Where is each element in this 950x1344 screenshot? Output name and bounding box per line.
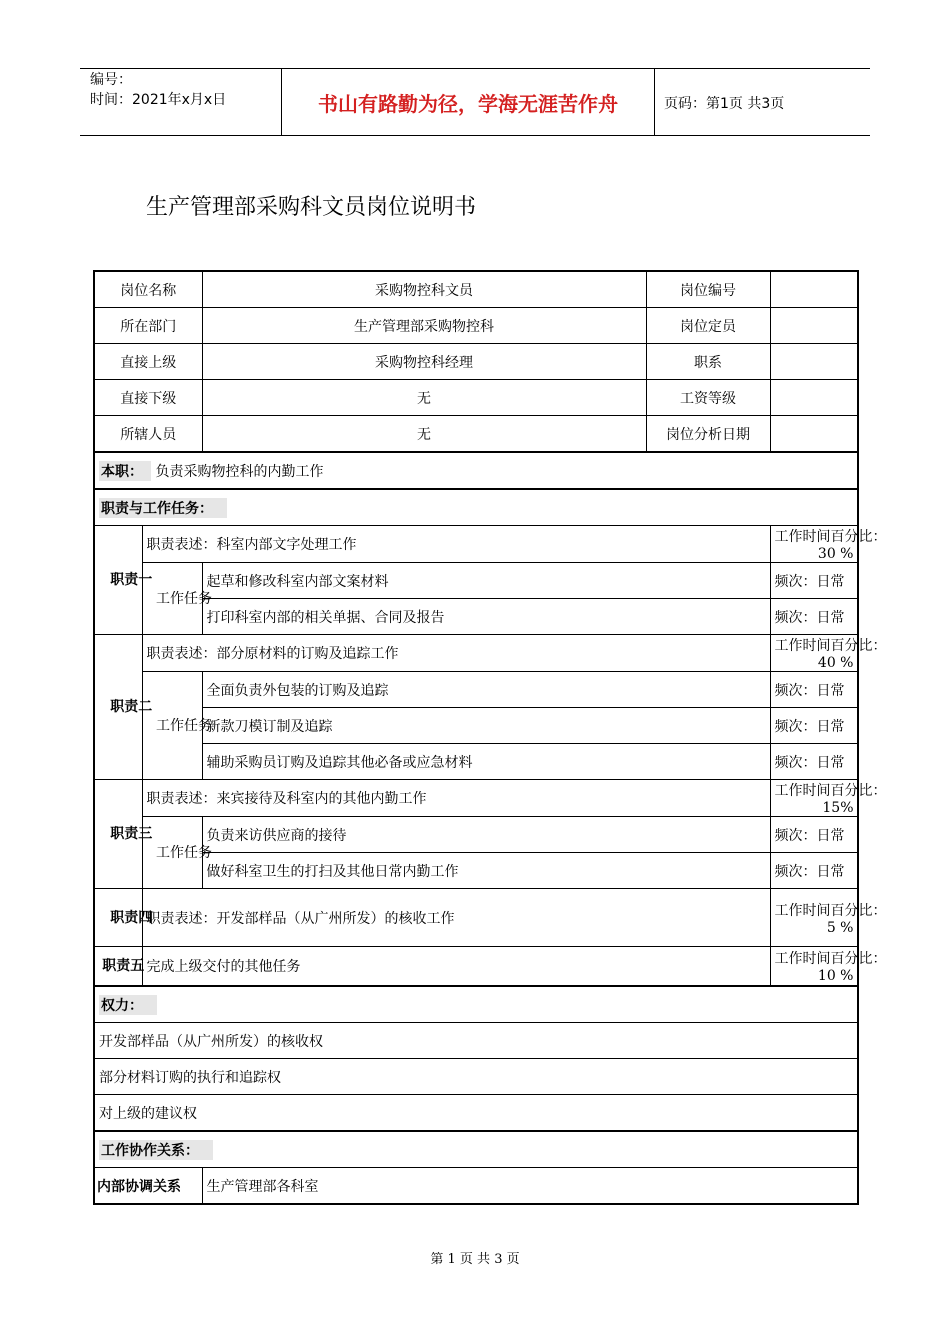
duty-time-percent: 工作时间百分比： 30 % [770,526,858,563]
task-text: 起草和修改科室内部文案材料 [202,563,770,599]
task-frequency: 频次：日常 [770,853,858,889]
duty-row [94,635,858,672]
authority-row [94,1023,858,1059]
authority-row [94,1059,858,1095]
info-label: 直接上级 [94,344,202,380]
info-value [770,271,858,308]
page-footer: 第 1 页 共 3 页 [430,1252,520,1267]
document-time: 时间：2021年x月x日 [90,92,227,108]
duty-time-percent: 工作时间百分比： 10 % [770,947,858,987]
duty-label: 职责一 [94,526,142,635]
info-value [770,308,858,344]
document-title: 生产管理部采购科文员岗位说明书 [146,195,477,220]
info-value: 无 [202,416,646,453]
task-frequency: 频次：日常 [770,708,858,744]
task-text: 辅助采购员订购及追踪其他必备或应急材料 [202,744,770,780]
duties-section-title: 职责与工作任务： [99,498,227,518]
header-top-rule [80,68,870,69]
task-text: 全面负责外包装的订购及追踪 [202,672,770,708]
cooperation-section-title: 工作协作关系： [99,1140,213,1160]
info-row [94,416,858,453]
header-page-info: 页码：第1页 共3页 [664,96,785,112]
info-value: 生产管理部采购物控科 [202,308,646,344]
task-text: 负责来访供应商的接待 [202,817,770,853]
core-duty-label: 本职： [99,461,151,481]
task-text: 做好科室卫生的打扫及其他日常内勤工作 [202,853,770,889]
info-label: 直接下级 [94,380,202,416]
header-divider [654,68,655,135]
info-value [770,416,858,453]
job-description-table [93,270,887,1205]
info-label: 工资等级 [646,380,770,416]
info-label: 岗位分析日期 [646,416,770,453]
duties-title-row [94,489,858,526]
authority-section-title: 权力： [99,995,157,1015]
cooperation-row [94,1168,858,1205]
duty-row [94,947,858,987]
internal-coordination-label: 内部协调关系 [94,1168,202,1205]
cooperation-title-row [94,1131,858,1168]
task-row [94,563,858,599]
authority-item: 部分材料订购的执行和追踪权 [94,1059,858,1095]
task-text: 打印科室内部的相关单据、合同及报告 [202,599,770,635]
internal-coordination-value: 生产管理部各科室 [202,1168,858,1205]
info-row [94,344,858,380]
authority-title-row [94,986,858,1023]
info-value: 采购物控科经理 [202,344,646,380]
task-frequency: 频次：日常 [770,744,858,780]
task-row [94,817,858,853]
authority-item: 开发部样品（从广州所发）的核收权 [94,1023,858,1059]
duty-label: 职责四 [94,889,142,947]
task-row [94,744,858,780]
core-duty-text: 负责采购物控科的内勤工作 [155,463,324,480]
info-value: 采购物控科文员 [202,271,646,308]
core-duty-row [94,452,858,489]
header-bottom-rule [80,135,870,136]
task-label: 工作任务 [142,563,202,635]
duty-time-percent: 工作时间百分比： 40 % [770,635,858,672]
duty-label: 职责五 [94,947,142,987]
authority-row [94,1095,858,1132]
task-label: 工作任务 [142,672,202,780]
info-label: 所辖人员 [94,416,202,453]
task-row [94,672,858,708]
info-label: 岗位定员 [646,308,770,344]
duty-statement: 职责表述：部分原材料的订购及追踪工作 [142,635,770,672]
info-label: 岗位名称 [94,271,202,308]
info-row [94,308,858,344]
document-number: 编号： [90,72,132,88]
header-slogan: 书山有路勤为径，学海无涯苦作舟 [318,92,618,116]
duty-row [94,526,858,563]
task-text: 新款刀模订制及追踪 [202,708,770,744]
authority-item: 对上级的建议权 [94,1095,858,1132]
header-meta [90,70,226,110]
info-value [770,380,858,416]
duty-statement: 完成上级交付的其他任务 [142,947,770,987]
info-label: 所在部门 [94,308,202,344]
duty-statement: 职责表述：来宾接待及科室内的其他内勤工作 [142,780,770,817]
duty-time-percent: 工作时间百分比： 5 % [770,889,858,947]
info-label: 职系 [646,344,770,380]
info-label: 岗位编号 [646,271,770,308]
task-row [94,708,858,744]
info-value: 无 [202,380,646,416]
duty-label: 职责二 [94,635,142,780]
duty-row [94,889,858,947]
duty-statement: 职责表述：科室内部文字处理工作 [142,526,770,563]
task-frequency: 频次：日常 [770,817,858,853]
duty-time-percent: 工作时间百分比： 15% [770,780,858,817]
duty-row [94,780,858,817]
info-value [770,344,858,380]
info-row [94,271,858,308]
task-frequency: 频次：日常 [770,563,858,599]
duty-label: 职责三 [94,780,142,889]
task-label: 工作任务 [142,817,202,889]
info-row [94,380,858,416]
task-frequency: 频次：日常 [770,672,858,708]
task-frequency: 频次：日常 [770,599,858,635]
duty-statement: 职责表述：开发部样品（从广州所发）的核收工作 [142,889,770,947]
